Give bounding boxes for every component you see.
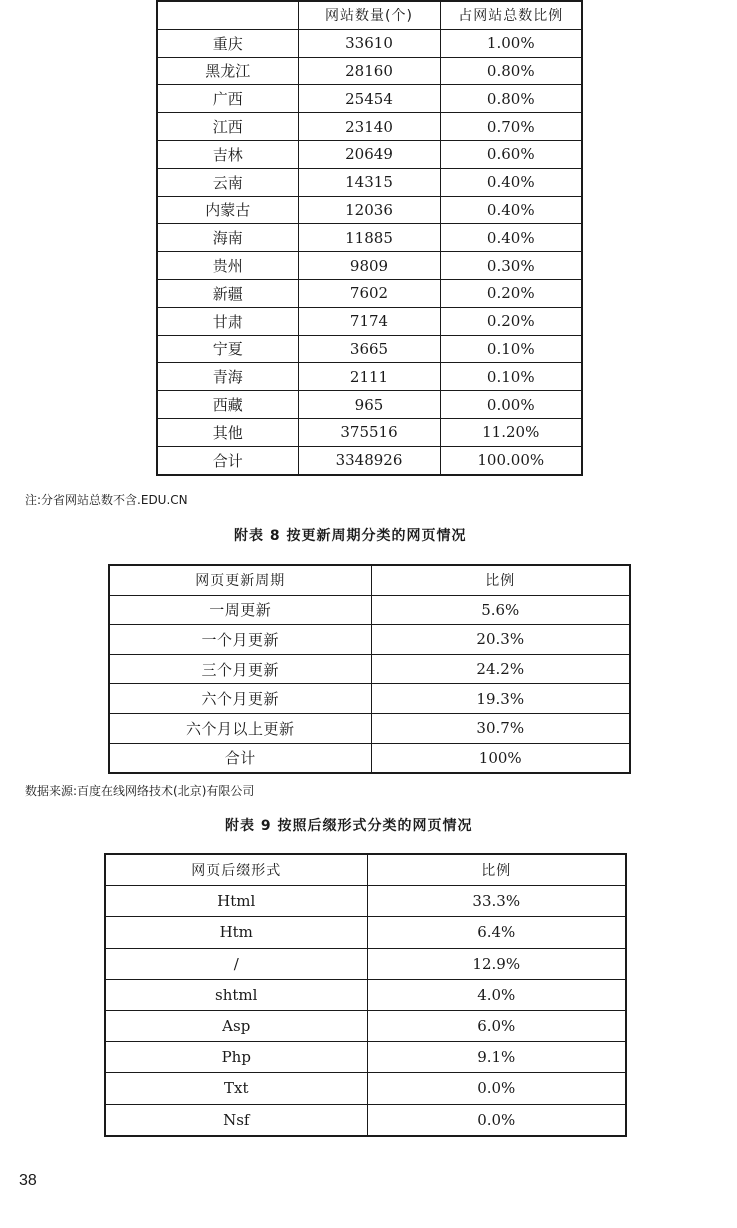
table-row (157, 196, 582, 224)
table-row (157, 363, 582, 391)
table-row (157, 391, 582, 419)
table-cell: 贵州 (157, 252, 298, 280)
table-cell: 11885 (298, 224, 440, 252)
table-row (157, 224, 582, 252)
table-cell: shtml (105, 979, 367, 1010)
table-cell: 广西 (157, 85, 298, 113)
table-cell: 20.3% (371, 625, 630, 655)
table-header-row (105, 854, 626, 886)
table-cell: 6.0% (367, 1010, 626, 1041)
table-cell: 12.9% (367, 948, 626, 979)
table-cell: 0.20% (440, 307, 582, 335)
table-row (109, 743, 630, 773)
table-note: 注:分省网站总数不含.EDU.CN (25, 493, 188, 507)
table-cell: 9809 (298, 252, 440, 280)
table-row (109, 654, 630, 684)
table-cell: 23140 (298, 113, 440, 141)
table-cell: 0.00% (440, 391, 582, 419)
table-cell: 0.0% (367, 1073, 626, 1104)
table-cell: 24.2% (371, 654, 630, 684)
table-cell: 新疆 (157, 279, 298, 307)
table-cell: 0.40% (440, 224, 582, 252)
table-cell: Php (105, 1042, 367, 1073)
table-cell: 9.1% (367, 1042, 626, 1073)
table-cell: 25454 (298, 85, 440, 113)
table-cell: 3348926 (298, 446, 440, 474)
table-cell: 14315 (298, 168, 440, 196)
table-cell: 一个月更新 (109, 625, 371, 655)
column-header: 网页后缀形式 (105, 854, 367, 886)
table-cell: Html (105, 886, 367, 917)
table-cell: 合计 (109, 743, 371, 773)
page-number: 38 (19, 1172, 37, 1189)
table-cell: 33610 (298, 29, 440, 57)
table-row (109, 595, 630, 625)
table-cell: 内蒙古 (157, 196, 298, 224)
table-cell: 6.4% (367, 917, 626, 948)
table-row (105, 917, 626, 948)
table-cell: 20649 (298, 140, 440, 168)
table-row (157, 85, 582, 113)
table-cell: 0.80% (440, 85, 582, 113)
table-cell: 0.40% (440, 168, 582, 196)
table-row (105, 948, 626, 979)
column-header (157, 1, 298, 29)
table-row (105, 886, 626, 917)
table-cell: 7174 (298, 307, 440, 335)
table-cell: 5.6% (371, 595, 630, 625)
table-cell: 4.0% (367, 979, 626, 1010)
table-cell: 11.20% (440, 418, 582, 446)
table-cell: Txt (105, 1073, 367, 1104)
table-row (157, 418, 582, 446)
table-cell: 965 (298, 391, 440, 419)
table-row (157, 168, 582, 196)
table-cell: 28160 (298, 57, 440, 85)
table-cell: 100.00% (440, 446, 582, 474)
table-row (105, 1010, 626, 1041)
table-cell: Nsf (105, 1104, 367, 1136)
table-row (157, 140, 582, 168)
table-cell: 7602 (298, 279, 440, 307)
table-cell: 0.60% (440, 140, 582, 168)
table-cell: 0.10% (440, 363, 582, 391)
table-cell: 12036 (298, 196, 440, 224)
table-cell: 30.7% (371, 713, 630, 743)
table-row (105, 1104, 626, 1136)
table-cell: 0.0% (367, 1104, 626, 1136)
table-row (105, 1073, 626, 1104)
suffix-form-table (104, 853, 627, 1137)
table-row (105, 979, 626, 1010)
table-cell: 宁夏 (157, 335, 298, 363)
column-header: 网页更新周期 (109, 565, 371, 595)
table-cell: 3665 (298, 335, 440, 363)
data-source-note: 数据来源:百度在线网络技术(北京)有限公司 (25, 784, 255, 798)
table-cell: Htm (105, 917, 367, 948)
column-header: 比例 (367, 854, 626, 886)
table-cell: 0.10% (440, 335, 582, 363)
column-header: 网站数量(个) (298, 1, 440, 29)
table-row (157, 446, 582, 474)
column-header: 占网站总数比例 (440, 1, 582, 29)
table-cell: 海南 (157, 224, 298, 252)
table-header-row (109, 565, 630, 595)
table-cell: 0.40% (440, 196, 582, 224)
table-cell: 云南 (157, 168, 298, 196)
table-cell: Asp (105, 1010, 367, 1041)
table-cell: 0.70% (440, 113, 582, 141)
table-cell: 375516 (298, 418, 440, 446)
table-cell: 三个月更新 (109, 654, 371, 684)
table-cell: 甘肃 (157, 307, 298, 335)
table-cell: 六个月以上更新 (109, 713, 371, 743)
table-cell: 合计 (157, 446, 298, 474)
table-row (105, 1042, 626, 1073)
table-row (109, 684, 630, 714)
table-cell: 19.3% (371, 684, 630, 714)
table-cell: 100% (371, 743, 630, 773)
table-cell: 六个月更新 (109, 684, 371, 714)
table-row (157, 252, 582, 280)
table-row (157, 57, 582, 85)
table-cell: 0.80% (440, 57, 582, 85)
table-cell: 西藏 (157, 391, 298, 419)
table-cell: 2111 (298, 363, 440, 391)
table-cell: 吉林 (157, 140, 298, 168)
table-cell: 1.00% (440, 29, 582, 57)
column-header: 比例 (371, 565, 630, 595)
table-row (157, 307, 582, 335)
table-row (109, 713, 630, 743)
table-row (157, 279, 582, 307)
table-cell: 其他 (157, 418, 298, 446)
province-website-table (156, 0, 583, 476)
table-header-row (157, 1, 582, 29)
table-row (109, 625, 630, 655)
table-row (157, 29, 582, 57)
update-cycle-table (108, 564, 631, 774)
table-cell: 江西 (157, 113, 298, 141)
table-cell: 0.20% (440, 279, 582, 307)
table-row (157, 113, 582, 141)
table-cell: 33.3% (367, 886, 626, 917)
table-cell: 一周更新 (109, 595, 371, 625)
table-cell: / (105, 948, 367, 979)
table-cell: 青海 (157, 363, 298, 391)
table-cell: 重庆 (157, 29, 298, 57)
table-caption: 附表 9 按照后缀形式分类的网页情况 (225, 818, 473, 834)
table-row (157, 335, 582, 363)
table-cell: 0.30% (440, 252, 582, 280)
table-cell: 黑龙江 (157, 57, 298, 85)
table-caption: 附表 8 按更新周期分类的网页情况 (234, 528, 467, 544)
